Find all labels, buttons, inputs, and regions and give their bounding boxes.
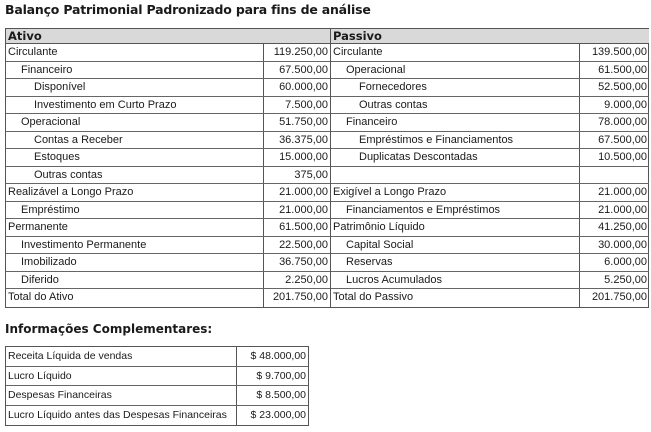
row-label: Financeiro <box>346 116 398 128</box>
row-label: Operacional <box>346 63 406 76</box>
table-row <box>331 219 649 237</box>
row-value: 21.000,00 <box>279 203 328 216</box>
table-row <box>6 289 330 307</box>
table-row <box>6 347 308 367</box>
table-row <box>6 254 330 272</box>
row-label: Estoques <box>34 151 80 163</box>
table-row <box>331 44 649 62</box>
table-row <box>331 184 649 202</box>
row-label: Reservas <box>346 256 393 268</box>
ativo-header: Ativo <box>6 29 330 44</box>
table-row <box>331 132 649 150</box>
row-label: Lucros Acumulados <box>346 273 442 286</box>
row-label: Investimento em Curto Prazo <box>34 98 177 111</box>
info-title: Informações Complementares: <box>5 322 213 336</box>
page-title: Balanço Patrimonial Padronizado para fins de análise <box>5 2 371 17</box>
table-row <box>331 237 649 255</box>
row-label: Outras contas <box>359 98 428 111</box>
row-value: 60.000,00 <box>279 81 328 93</box>
table-row <box>331 272 649 290</box>
row-label: Operacional <box>21 116 81 128</box>
table-row <box>331 202 649 220</box>
table-row <box>6 132 330 150</box>
row-label: Receita Líquida de vendas <box>8 350 133 362</box>
row-value: 78.000,00 <box>598 116 647 128</box>
row-value: 6.000,00 <box>604 256 647 268</box>
table-row <box>331 114 649 132</box>
table-row <box>6 406 308 426</box>
table-row <box>6 386 308 406</box>
row-value: 30.000,00 <box>598 238 647 251</box>
row-value: 10.500,00 <box>598 151 647 163</box>
row-label: Total do Passivo <box>333 291 414 303</box>
table-row <box>6 97 330 115</box>
row-label: Financeiro <box>21 63 73 76</box>
table-row <box>6 79 330 97</box>
info-rows <box>6 347 308 425</box>
row-value: 7.500,00 <box>285 98 328 111</box>
passivo-column <box>330 29 649 307</box>
ativo-column <box>6 29 330 307</box>
row-label: Financiamentos e Empréstimos <box>346 203 501 216</box>
table-row <box>6 44 330 62</box>
row-value: $ 8.500,00 <box>256 389 306 401</box>
row-value: 41.250,00 <box>598 221 647 233</box>
row-value: 36.375,00 <box>279 133 328 146</box>
row-value: 67.500,00 <box>279 63 328 76</box>
table-row <box>6 272 330 290</box>
row-value: 2.250,00 <box>285 273 328 286</box>
row-label: Patrimônio Líquido <box>333 221 425 233</box>
row-label: Empréstimo <box>21 203 80 216</box>
table-row <box>331 167 649 185</box>
row-value: 119.250,00 <box>273 46 328 58</box>
table-row <box>331 289 649 307</box>
passivo-rows <box>331 44 649 307</box>
row-value: 9.000,00 <box>604 98 647 111</box>
row-value: $ 23.000,00 <box>250 408 306 421</box>
row-label: Total do Ativo <box>8 291 74 303</box>
table-row <box>6 62 330 80</box>
table-row <box>6 219 330 237</box>
row-label: Exigível a Longo Prazo <box>333 186 447 198</box>
row-value: 5.250,00 <box>604 273 647 286</box>
table-row <box>6 167 330 185</box>
ativo-rows <box>6 44 330 307</box>
table-row <box>331 79 649 97</box>
table-row <box>6 202 330 220</box>
table-row <box>6 149 330 167</box>
row-value: 21.000,00 <box>598 203 647 216</box>
row-value: 52.500,00 <box>598 81 647 93</box>
row-value: $ 48.000,00 <box>250 350 306 362</box>
balance-sheet-table <box>5 28 649 308</box>
row-value: 15.000,00 <box>279 151 328 163</box>
row-label: Fornecedores <box>359 81 427 93</box>
table-row <box>6 237 330 255</box>
row-label: Disponível <box>34 81 86 93</box>
row-label: Lucro Líquido <box>8 369 72 382</box>
table-row <box>6 114 330 132</box>
row-value: 67.500,00 <box>598 133 647 146</box>
row-label: Lucro Líquido antes das Despesas Financeiras <box>8 408 227 421</box>
row-value: 61.500,00 <box>279 221 328 233</box>
row-value: 61.500,00 <box>598 63 647 76</box>
row-value: 21.000,00 <box>279 186 328 198</box>
row-label: Diferido <box>21 273 59 286</box>
row-value: 22.500,00 <box>279 238 328 251</box>
row-label: Despesas Financeiras <box>8 389 112 401</box>
table-row <box>331 149 649 167</box>
row-label: Investimento Permanente <box>21 238 147 251</box>
table-row <box>6 184 330 202</box>
row-label: Realizável a Longo Prazo <box>8 186 134 198</box>
table-row <box>331 62 649 80</box>
row-label: Outras contas <box>34 168 103 181</box>
row-value: 51.750,00 <box>279 116 328 128</box>
passivo-header: Passivo <box>331 29 649 44</box>
table-row <box>331 254 649 272</box>
table-row <box>6 367 308 387</box>
row-label: Imobilizado <box>21 256 77 268</box>
row-value: 139.500,00 <box>591 46 647 58</box>
row-label: Circulante <box>8 46 58 58</box>
row-label: Permanente <box>8 221 68 233</box>
row-label: Capital Social <box>346 238 414 251</box>
row-value: 36.750,00 <box>279 256 328 268</box>
table-row <box>331 97 649 115</box>
row-value: 375,00 <box>294 168 328 181</box>
row-label: Duplicatas Descontadas <box>359 151 478 163</box>
row-label: Empréstimos e Financiamentos <box>359 133 514 146</box>
row-value: 21.000,00 <box>598 186 647 198</box>
row-value: 201.750,00 <box>272 291 328 303</box>
info-table <box>5 346 309 426</box>
row-value: 201.750,00 <box>591 291 647 303</box>
row-label: Circulante <box>333 46 383 58</box>
row-value: $ 9.700,00 <box>256 369 306 382</box>
row-label: Contas a Receber <box>34 133 123 146</box>
